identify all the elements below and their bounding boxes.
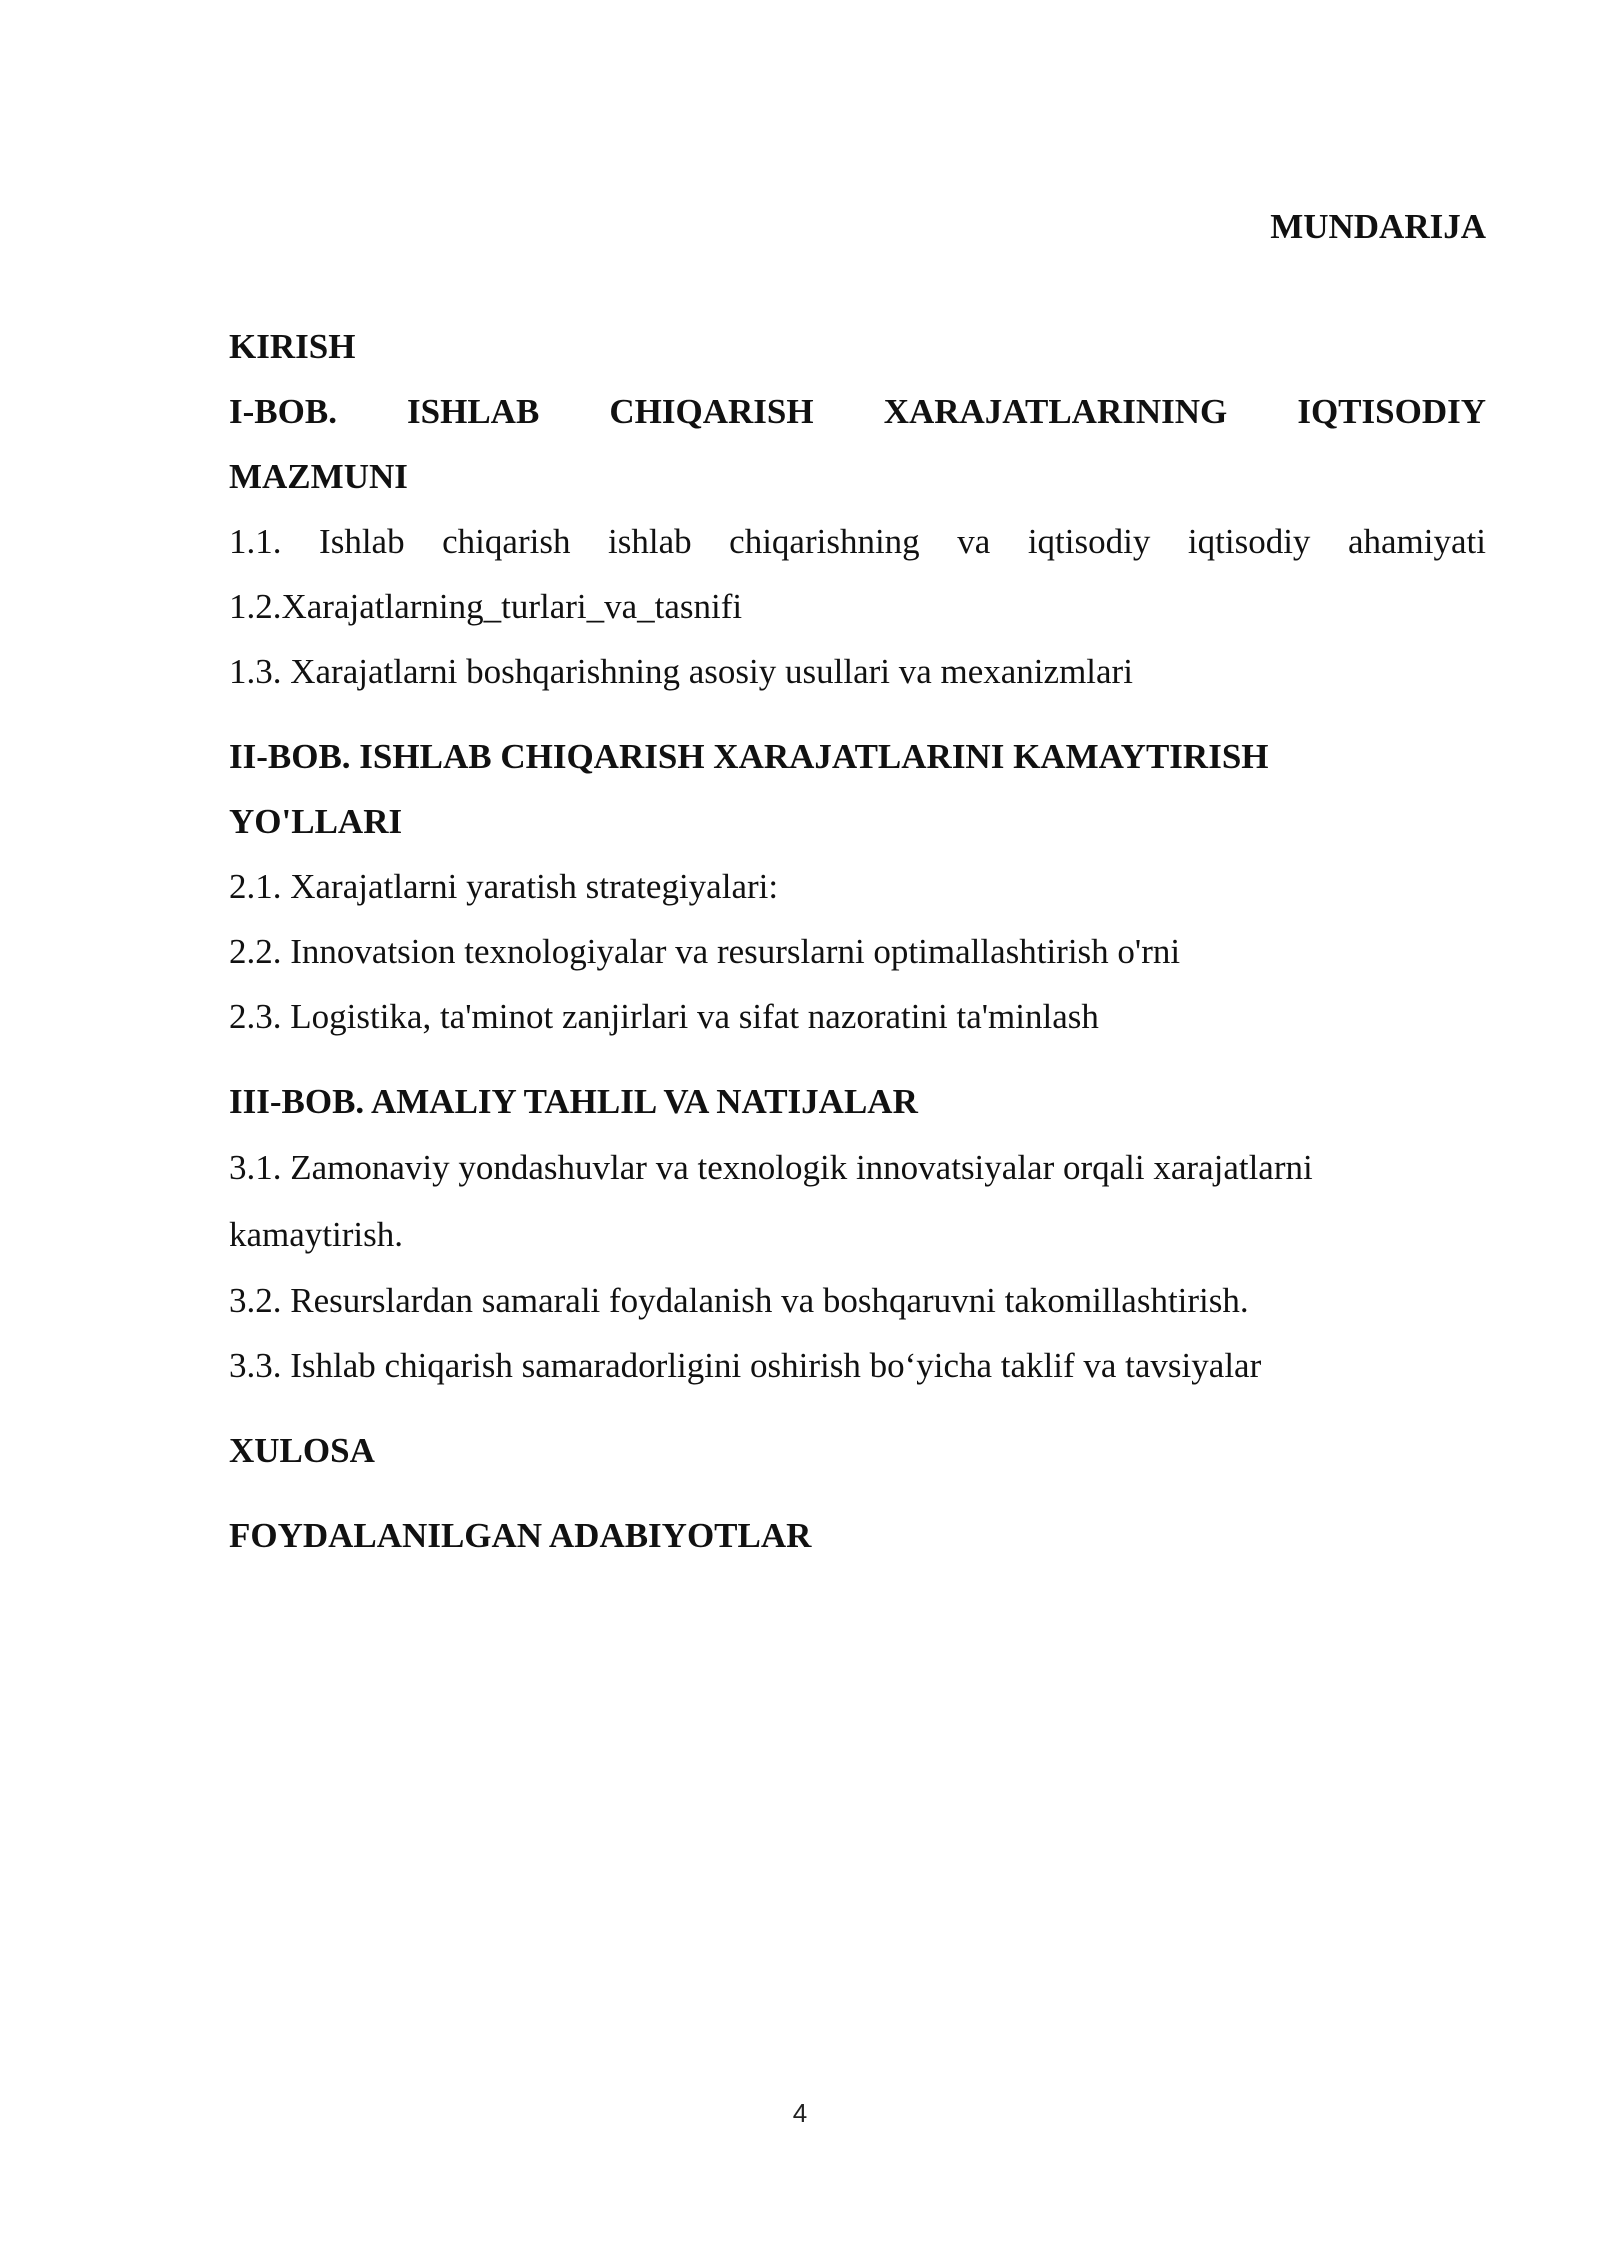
- toc-item-2-3: 2.3. Logistika, ta'minot zanjirlari va sifat nazoratini ta'minlash: [229, 997, 1099, 1036]
- toc-conclusion: XULOSA: [229, 1431, 375, 1470]
- toc-item-3-3: 3.3. Ishlab chiqarish samaradorligini oshirish bo‘yicha taklif va tavsiyalar: [229, 1346, 1262, 1385]
- toc-references: FOYDALANILGAN ADABIYOTLAR: [229, 1516, 812, 1555]
- page-number: 4: [792, 2098, 808, 2128]
- toc-chapter3-title: III-BOB. AMALIY TAHLIL VA NATIJALAR: [229, 1082, 918, 1121]
- toc-item-2-1: 2.1. Xarajatlarni yaratish strategiyalari:: [229, 867, 779, 906]
- toc-item-1-3: 1.3. Xarajatlarni boshqarishning asosiy usullari va mexanizmlari: [229, 652, 1133, 691]
- toc-item-3-2: 3.2. Resurslardan samarali foydalanish va boshqaruvni takomillashtirish.: [229, 1281, 1249, 1320]
- table-of-contents: [229, 200, 1486, 1568]
- toc-item-1-1: 1.1. Ishlab chiqarish ishlab chiqarishning va iqtisodiy iqtisodiy ahamiyati: [229, 522, 1486, 561]
- toc-title: MUNDARIJA: [1270, 207, 1486, 246]
- toc-item-2-2: 2.2. Innovatsion texnologiyalar va resurslarni optimallashtirish o'rni: [229, 932, 1181, 971]
- toc-chapter1-title: I-BOB. ISHLAB CHIQARISH XARAJATLARINING IQTISODIY: [229, 392, 1486, 431]
- toc-item-1-2: 1.2.Xarajatlarning_turlari_va_tasnifi: [229, 587, 743, 626]
- toc-chapter1-title-cont: MAZMUNI: [229, 457, 408, 496]
- toc-item-3-1: 3.1. Zamonaviy yondashuvlar va texnologik innovatsiyalar orqali xarajatlarni kamaytirish.: [229, 1148, 1313, 1254]
- toc-chapter2-title: II-BOB. ISHLAB CHIQARISH XARAJATLARINI KAMAYTIRISH: [229, 737, 1269, 776]
- toc-chapter2-title-cont: YO'LLARI: [229, 802, 403, 841]
- toc-intro: KIRISH: [229, 327, 356, 366]
